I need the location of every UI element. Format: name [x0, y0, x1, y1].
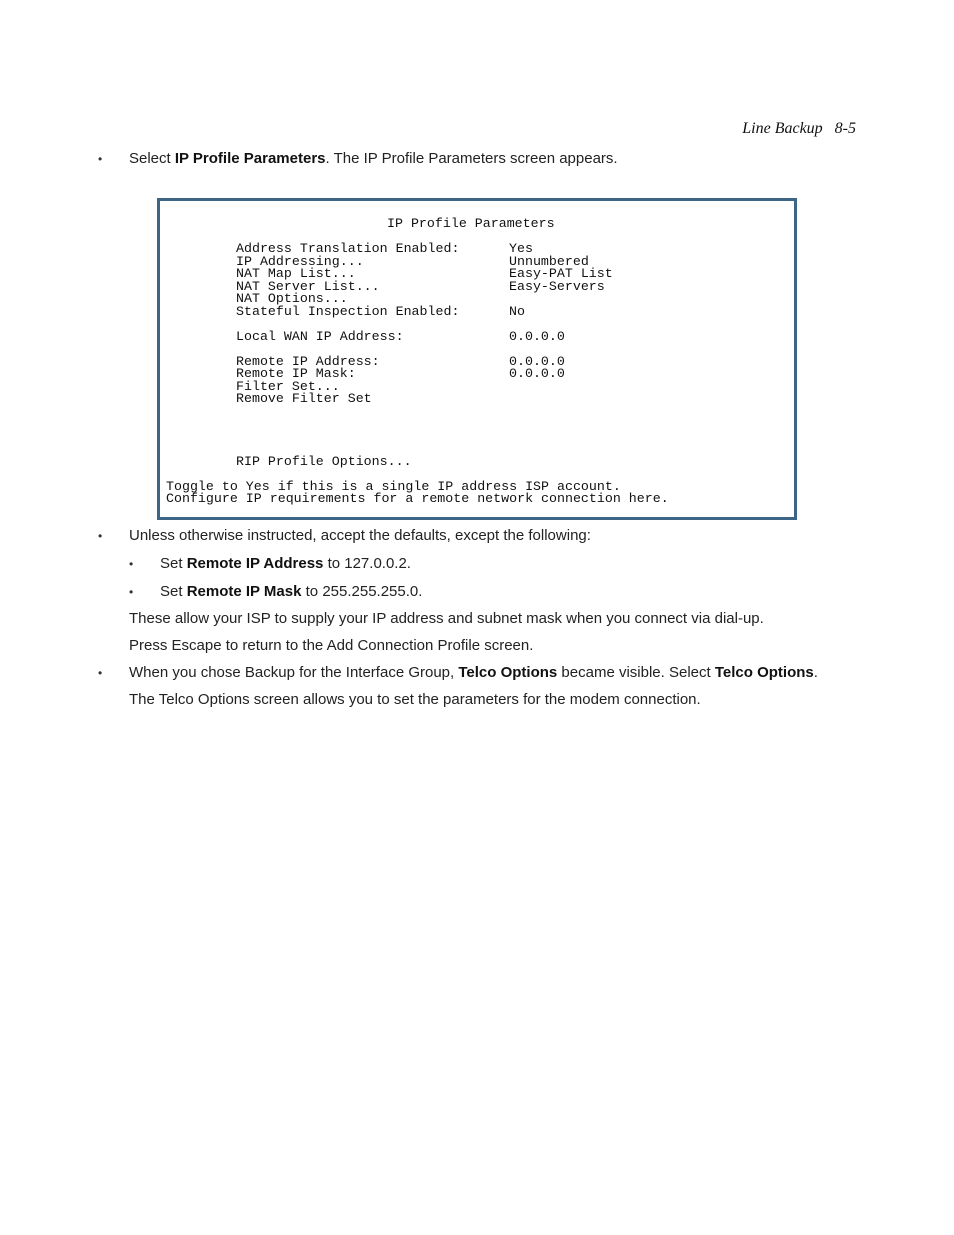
menu-name-telco-options: Telco Options: [714, 664, 814, 681]
body-paragraph: When you chose Backup for the Interface Group, Telco Options became visible. Select Telco Options.: [129, 664, 818, 681]
bullet: •: [129, 585, 134, 599]
terminal-row-value: Easy-Servers: [509, 278, 605, 294]
intro-paragraph: Select IP Profile Parameters. The IP Profile Parameters screen appears.: [129, 150, 618, 167]
field-name-remote-ip-address: Remote IP Address: [186, 555, 324, 572]
sub-item: Set Remote IP Address to 127.0.0.2.: [160, 555, 411, 572]
bullet: •: [129, 557, 134, 571]
terminal-row-label: Local WAN IP Address:: [236, 328, 404, 344]
page-header: [742, 120, 856, 138]
terminal-row-label: IP Addressing...: [236, 253, 364, 269]
terminal-row-label: NAT Map List...: [236, 266, 356, 281]
terminal-row-label: RIP Profile Options...: [236, 453, 412, 469]
field-name-remote-ip-mask: Remote IP Mask: [186, 583, 302, 600]
terminal-help-line: Toggle to Yes if this is a single IP address ISP account.: [166, 478, 621, 494]
terminal-row-label: Address Translation Enabled:: [236, 241, 460, 256]
page-number: 8-5: [834, 120, 856, 137]
bullet: •: [98, 152, 103, 166]
terminal-row-value: No: [509, 303, 525, 319]
body-paragraph: Press Escape to return to the Add Connection Profile screen.: [129, 637, 534, 654]
bullet: •: [98, 529, 103, 543]
terminal-row-label: Filter Set...: [236, 378, 340, 394]
menu-name-ip-profile-parameters: IP Profile Parameters: [174, 150, 326, 167]
sub-item: Set Remote IP Mask to 255.255.255.0.: [160, 583, 423, 600]
terminal-row-value: Unnumbered: [509, 253, 589, 269]
terminal-row-label: NAT Server List...: [236, 278, 380, 294]
body-paragraph: The Telco Options screen allows you to set the parameters for the modem connection.: [129, 691, 701, 708]
terminal-row-label: Stateful Inspection Enabled:: [236, 303, 460, 319]
terminal-screen: [157, 198, 797, 520]
terminal-row-value: 0.0.0.0: [509, 366, 565, 381]
terminal-row-label: Remote IP Address:: [236, 353, 380, 369]
bullet: •: [98, 666, 103, 680]
terminal-row-label: Remove Filter Set: [236, 391, 372, 406]
terminal-help-line: Configure IP requirements for a remote network connection here.: [166, 491, 669, 506]
chapter-title: Line Backup: [742, 120, 823, 137]
terminal-row-value: 0.0.0.0: [509, 353, 565, 369]
terminal-row-label: NAT Options...: [236, 291, 348, 306]
terminal-title: IP Profile Parameters: [387, 216, 555, 231]
body-paragraph: These allow your ISP to supply your IP address and subnet mask when you connect via dial-up.: [129, 610, 764, 627]
terminal-row-value: Easy-PAT List: [509, 266, 613, 281]
menu-name-telco-options: Telco Options: [458, 664, 558, 681]
body-paragraph: Unless otherwise instructed, accept the defaults, except the following:: [129, 527, 591, 544]
terminal-row-label: Remote IP Mask:: [236, 366, 356, 381]
terminal-row-value: Yes: [509, 241, 533, 256]
terminal-row-value: 0.0.0.0: [509, 328, 565, 344]
